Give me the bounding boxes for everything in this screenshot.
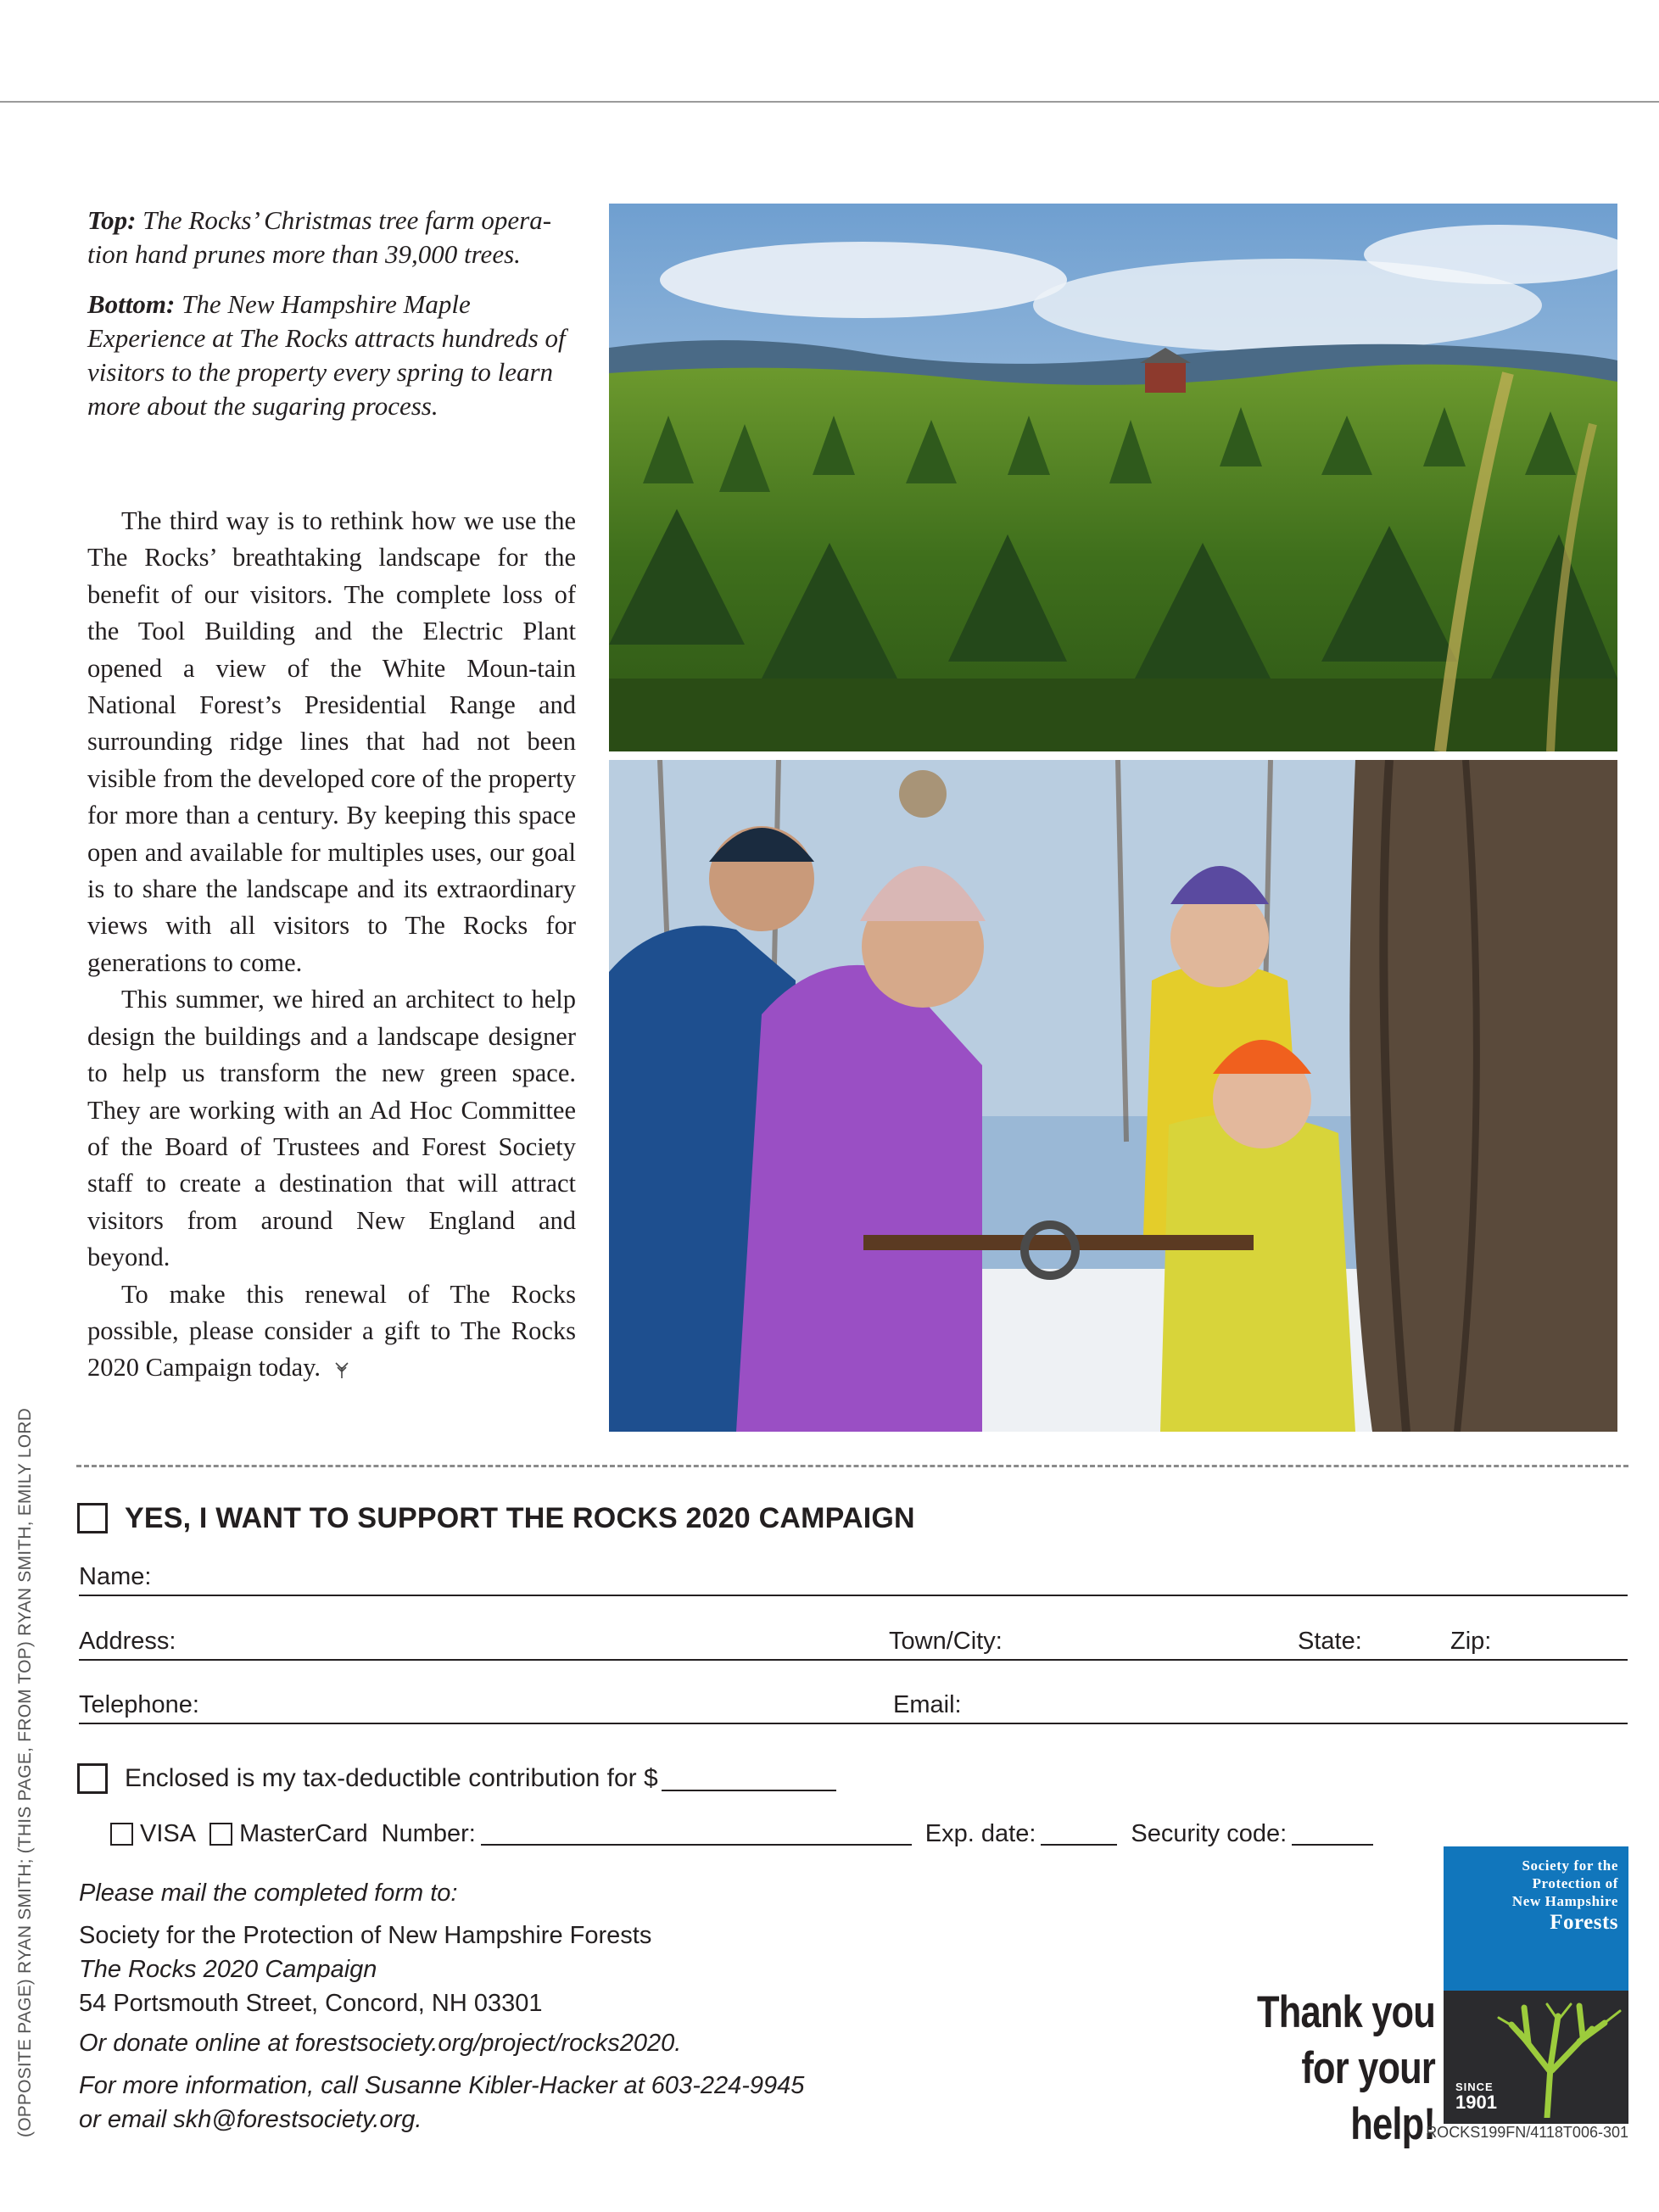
article-paragraph-3 (87, 1276, 576, 1387)
cut-line (76, 1465, 1628, 1467)
caption-top (87, 204, 579, 271)
caption-top-text: The Rocks’ Christmas tree farm opera-tion hand prunes more than 39,000 trees. (87, 205, 552, 269)
name-row (79, 1554, 1628, 1596)
email-label: Email: (893, 1691, 962, 1718)
support-checkbox[interactable] (77, 1503, 108, 1533)
photo-credit: (OPPOSITE PAGE) RYAN SMITH; (THIS PAGE, FROM TOP) RYAN SMITH, EMILY LORD (15, 1408, 35, 2137)
logo-line-3: New Hampshire (1511, 1893, 1618, 1909)
logo-line-4: Forests (1550, 1911, 1618, 1934)
thank-you-line-1: Thank you (1257, 1987, 1435, 2037)
photo-maple-experience (609, 760, 1617, 1432)
caption-bottom (87, 288, 579, 423)
payment-row (110, 1817, 1387, 1851)
visa-checkbox[interactable] (110, 1823, 133, 1846)
logo-emblem (1444, 1991, 1628, 2124)
article-paragraph-3-text: To make this renewal of The Rocks possible, please consider a gift to The Rocks 2020 Campaign today. (87, 1279, 576, 1382)
logo-wordmark (1444, 1846, 1628, 1991)
mail-address: 54 Portsmouth Street, Concord, NH 03301 (79, 1990, 543, 2017)
more-info-line-1: For more information, call Susanne Kibler-Hacker at 603-224-9945 (79, 2072, 805, 2099)
visa-label: VISA (140, 1819, 197, 1847)
mail-campaign: The Rocks 2020 Campaign (79, 1956, 377, 1983)
more-info-line-2: or email skh@forestsociety.org. (79, 2106, 422, 2133)
town-label: Town/City: (889, 1628, 1003, 1655)
name-label: Name: (79, 1563, 152, 1590)
tree-logo-icon (1494, 1999, 1622, 2118)
telephone-label: Telephone: (79, 1691, 199, 1718)
exp-date-field[interactable] (1041, 1844, 1117, 1846)
tree-farm-illustration (609, 204, 1617, 751)
photo-christmas-tree-farm (609, 204, 1617, 751)
state-label: State: (1298, 1628, 1362, 1655)
caption-bottom-text: The New Hampshire Maple Experience at The Rocks attracts hundreds of visitors to the property every spring to learn more about the sugaring process. (87, 289, 566, 421)
article-paragraph-2: This summer, we hired an architect to help design the buildings and a landscape designer to help us transform the new green space. They are working with an Ad Hoc Committee of the Board of Trustees and Forest Society staff to create a destination that will attract visitors from around New England and beyond. (87, 985, 576, 1272)
telephone-row (79, 1682, 1628, 1724)
mail-intro: Please mail the completed form to: (79, 1880, 458, 1907)
form-heading (77, 1501, 915, 1535)
name-field[interactable] (79, 1595, 1628, 1596)
zip-label: Zip: (1450, 1628, 1492, 1655)
mail-org: Society for the Protection of New Hampshire Forests (79, 1922, 652, 1949)
thank-you-line-2: for your help! (1301, 2043, 1435, 2149)
logo-since-year: 1901 (1455, 2092, 1497, 2113)
tree-end-mark-icon (332, 1360, 351, 1379)
form-heading-text: YES, I WANT TO SUPPORT THE ROCKS 2020 CAMPAIGN (125, 1501, 915, 1534)
logo-line-2: Protection of (1532, 1875, 1618, 1891)
contribution-row (77, 1763, 836, 1794)
security-code-field[interactable] (1292, 1844, 1373, 1846)
caption-top-label: Top: (87, 205, 137, 235)
caption-bottom-label: Bottom: (87, 289, 176, 319)
contribution-amount-field[interactable] (662, 1790, 836, 1791)
contribution-label: Enclosed is my tax-deductible contribution for $ (125, 1764, 658, 1792)
exp-date-label: Exp. date: (924, 1819, 1036, 1847)
address-field[interactable] (79, 1659, 1628, 1661)
article-paragraph-1: The third way is to rethink how we use the The Rocks’ breathtaking landscape for the benefit of our visitors. The complete loss of the Tool Building and the Electric Plant opened a view of the White Moun-tain National Forest’s Presidential Range and surrounding ridge lines that had not been visible from the developed core of the property for more than a century. By keeping this space open and available for multiples uses, our goal is to share the landscape and its extraordinary views with all visitors to The Rocks for generations to come. (87, 506, 576, 977)
mastercard-checkbox[interactable] (209, 1823, 232, 1846)
logo-line-1: Society for the (1522, 1857, 1618, 1874)
article-body (87, 503, 576, 1387)
card-number-field[interactable] (481, 1844, 912, 1846)
card-number-label: Number: (381, 1819, 476, 1847)
maple-tapping-illustration (609, 760, 1617, 1432)
security-code-label: Security code: (1131, 1819, 1288, 1847)
forest-society-logo (1444, 1846, 1628, 2124)
contribution-checkbox[interactable] (77, 1763, 108, 1794)
mastercard-label: MasterCard (239, 1819, 368, 1847)
address-label: Address: (79, 1628, 176, 1655)
address-row (79, 1618, 1628, 1661)
logo-since (1455, 2081, 1497, 2112)
logo-since-label: SINCE (1455, 2081, 1494, 2093)
donate-online: Or donate online at forestsociety.org/project/rocks2020. (79, 2030, 682, 2057)
telephone-field[interactable] (79, 1723, 1628, 1724)
top-rule (0, 101, 1659, 103)
form-code: ROCKS199FN/4118T006-301 (1426, 2124, 1628, 2141)
